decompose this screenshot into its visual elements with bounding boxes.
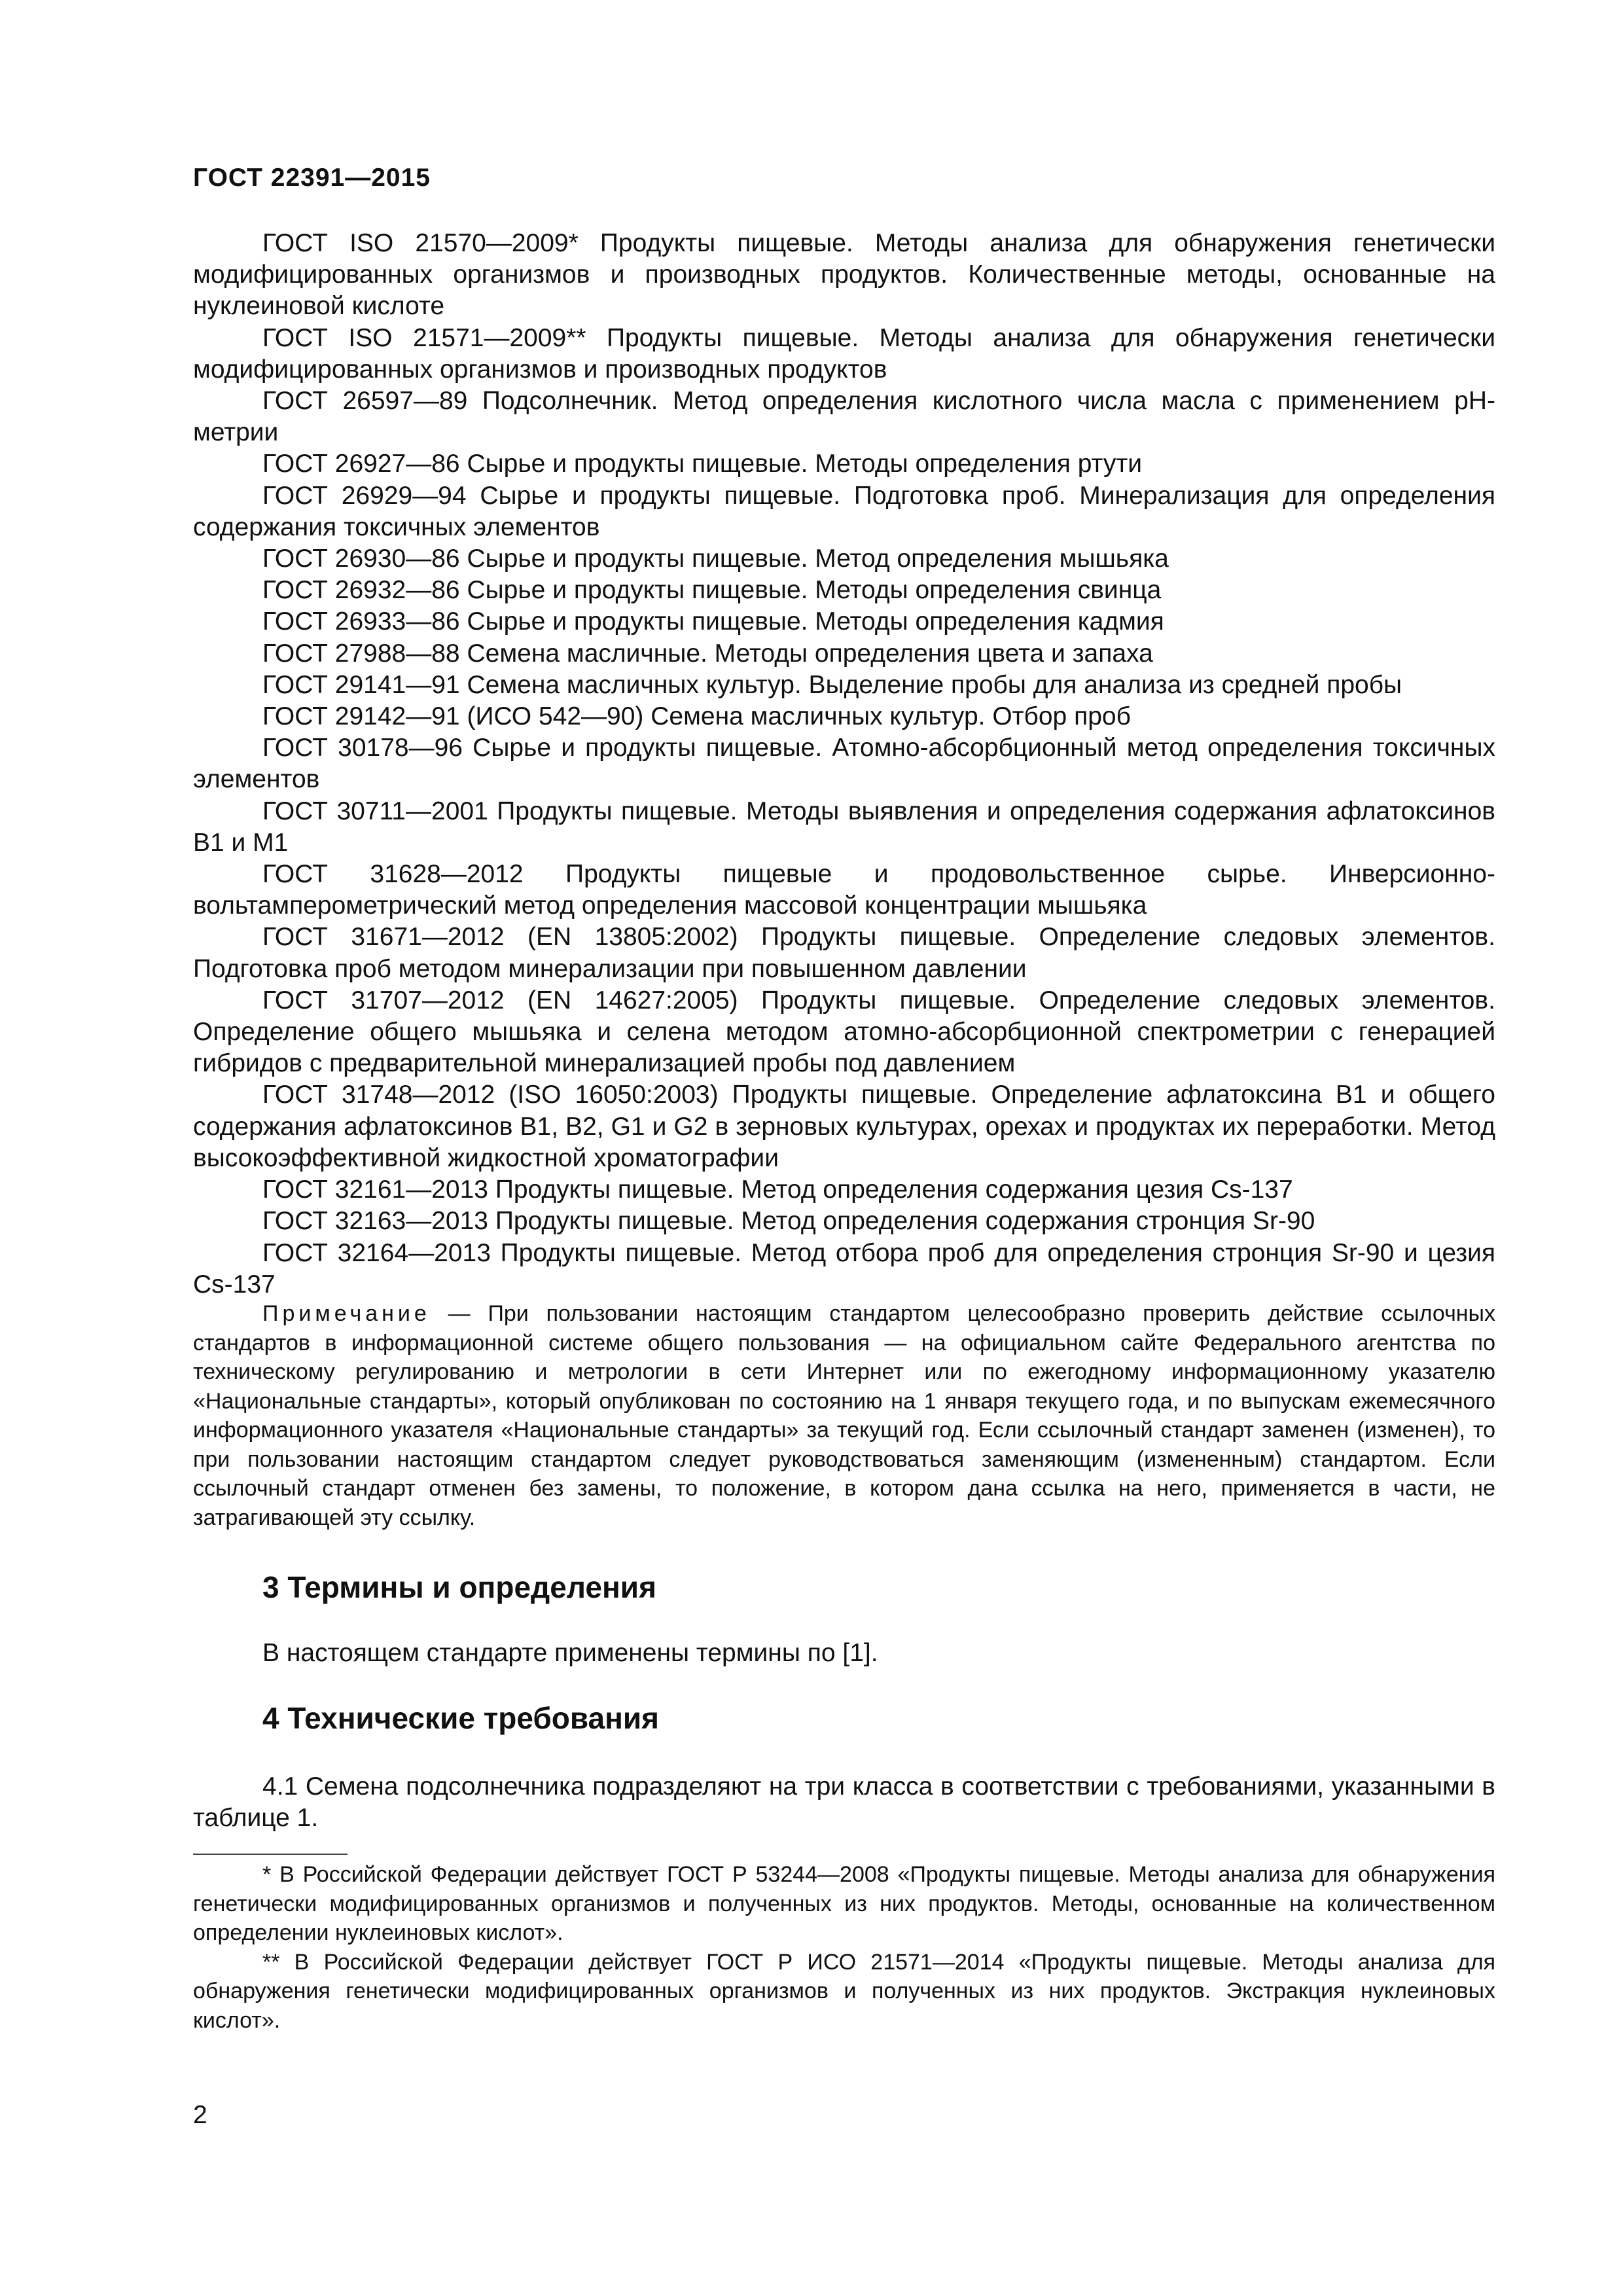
reference-title: Продукты пищевые. Методы анализа для обнаружения генетически модифицированных организмов и производных продуктов <box>193 323 1495 384</box>
reference-item <box>193 480 1495 543</box>
reference-designation: ГОСТ 31707—2012 (EN 14627:2005) <box>262 986 738 1014</box>
reference-designation: ГОСТ 26932—86 <box>262 576 460 605</box>
section-4-body <box>193 1771 1495 1834</box>
reference-item <box>193 670 1495 701</box>
reference-item <box>193 448 1495 480</box>
reference-item <box>193 732 1495 795</box>
reference-designation: ГОСТ 30711—2001 <box>262 797 488 825</box>
reference-title: Продукты пищевые. Метод определения содержания цезия Cs-137 <box>495 1175 1293 1204</box>
reference-title: Продукты пищевые. Определение следовых элементов. Подготовка проб методом минерализации при повышенном давлении <box>193 923 1495 983</box>
footnotes <box>193 1860 1495 2035</box>
page-number: 2 <box>193 2101 207 2129</box>
reference-title: Сырье и продукты пищевые. Подготовка проб. Минерализация для определения содержания токсичных элементов <box>193 481 1495 541</box>
reference-item <box>193 575 1495 606</box>
reference-designation: ГОСТ 26597—89 <box>262 387 468 416</box>
reference-item <box>193 1238 1495 1300</box>
document-header: ГОСТ 22391—2015 <box>193 164 431 192</box>
reference-item <box>193 638 1495 670</box>
reference-designation: ГОСТ 27988—88 <box>262 639 460 668</box>
reference-title: Семена масличные. Методы определения цвета и запаха <box>467 639 1153 668</box>
reference-designation: ГОСТ 32164—2013 <box>262 1238 491 1267</box>
reference-designation: ГОСТ 32163—2013 <box>262 1207 489 1236</box>
reference-item <box>193 859 1495 922</box>
normative-references-list <box>193 228 1495 1300</box>
reference-title: Продукты пищевые. Метод определения содержания стронция Sr-90 <box>495 1207 1315 1236</box>
reference-designation: ГОСТ ISO 21571—2009** <box>262 323 586 352</box>
reference-designation: ГОСТ 29141—91 <box>262 670 460 699</box>
footnote: * В Российской Федерации действует ГОСТ Р 53244—2008 «Продукты пищевые. Методы анализа для обнаружения генетически модифицированных организмов и полученных из них продуктов. Методы, основанные на количественном определении нуклеиновых кислот». <box>193 1862 1495 1945</box>
note-text: При пользовании настоящим стандартом целесообразно проверить действие ссылочных стандартов в информационной системе общего пользования — на официальном сайте Федерального агентства по техническому регулированию и метрологии в сети Интернет или по ежегодному информационному указателю «Национальные стандарты», который опубликован по состоянию на 1 января текущего года, и по выпускам ежемесячного информационного указателя «Национальные стандарты» за текущий год. Если ссылочный стандарт заменен (изменен), то при пользовании настоящим стандартом следует руководствоваться заменяющим (измененным) стандартом. Если ссылочный стандарт отменен без замены, то положение, в котором дана ссылка на него, применяется в части, не затрагивающей эту ссылку. <box>193 1301 1495 1530</box>
reference-item <box>193 1206 1495 1237</box>
reference-designation: ГОСТ 26927—86 <box>262 450 460 478</box>
section-3-body <box>193 1638 1495 1669</box>
reference-title: Семена масличных культур. Отбор проб <box>651 702 1131 731</box>
reference-title: Продукты пищевые. Определение следовых элементов. Определение общего мышьяка и селена методом атомно-абсорбционной спектрометрии с генерацией гибридов с предварительной минерализацией пробы под давлением <box>193 986 1495 1078</box>
reference-item <box>193 985 1495 1080</box>
section-4-heading: 4 Технические требования <box>262 1701 659 1735</box>
reference-item <box>193 386 1495 448</box>
reference-item <box>193 1174 1495 1206</box>
reference-item <box>193 796 1495 859</box>
reference-designation: ГОСТ ISO 21570—2009* <box>262 229 579 257</box>
reference-item <box>193 701 1495 732</box>
reference-title: Сырье и продукты пищевые. Методы определения кадмия <box>467 607 1164 636</box>
reference-designation: ГОСТ 29142—91 (ИСО 542—90) <box>262 702 644 731</box>
section-3-heading: 3 Термины и определения <box>262 1570 656 1604</box>
reference-item <box>193 1079 1495 1174</box>
reference-title: Продукты пищевые и продовольственное сырье. Инверсионно-вольтамперометрический метод определения массовой концентрации мышьяка <box>193 860 1495 920</box>
reference-title: Сырье и продукты пищевые. Методы определения ртути <box>467 450 1142 478</box>
reference-title: Семена масличных культур. Выделение пробы для анализа из средней пробы <box>467 670 1402 699</box>
reference-title: Продукты пищевые. Метод отбора проб для определения стронция Sr-90 и цезия Cs-137 <box>193 1238 1495 1299</box>
reference-item <box>193 922 1495 984</box>
reference-title: Сырье и продукты пищевые. Атомно-абсорбционный метод определения токсичных элементов <box>193 734 1496 794</box>
reference-title: Продукты пищевые. Методы выявления и определения содержания афлатоксинов В1 и М1 <box>193 797 1496 857</box>
reference-designation: ГОСТ 26933—86 <box>262 607 460 636</box>
reference-designation: ГОСТ 32161—2013 <box>262 1175 489 1204</box>
reference-designation: ГОСТ 30178—96 <box>262 734 463 762</box>
section-3-text: В настоящем стандарте применены термины по [1]. <box>262 1639 878 1667</box>
footnote-separator <box>193 1854 348 1855</box>
reference-designation: ГОСТ 26930—86 <box>262 545 460 573</box>
reference-title: Сырье и продукты пищевые. Методы определения свинца <box>467 576 1162 605</box>
reference-item <box>193 606 1495 637</box>
reference-title: Сырье и продукты пищевые. Метод определения мышьяка <box>467 545 1169 573</box>
reference-item <box>193 323 1495 386</box>
reference-title: Подсолнечник. Метод определения кислотного числа масла с применением рН-метрии <box>193 387 1495 447</box>
reference-item <box>193 543 1495 575</box>
reference-designation: ГОСТ 26929—94 <box>262 481 467 510</box>
reference-title: Продукты пищевые. Методы анализа для обнаружения генетически модифицированных организмов и производных продуктов. Количественные методы, основанные на нуклеиновой кислоте <box>193 229 1495 321</box>
reference-item <box>193 228 1495 323</box>
section-4-text: 4.1 Семена подсолнечника подразделяют на три класса в соответствии с требованиями, указанными в таблице 1. <box>193 1772 1495 1833</box>
reference-designation: ГОСТ 31748—2012 (ISO 16050:2003) <box>262 1081 719 1109</box>
reference-title: Продукты пищевые. Определение афлатоксина В1 и общего содержания афлатоксинов В1, В2, G1 и G2 в зерновых культурах, орехах и продуктах их переработки. Метод высокоэффективной жидкостной хроматографии <box>193 1081 1495 1172</box>
note-label: Примечание <box>262 1301 431 1326</box>
reference-designation: ГОСТ 31671—2012 (EN 13805:2002) <box>262 923 738 952</box>
reference-designation: ГОСТ 31628—2012 <box>262 860 524 889</box>
note-block <box>193 1299 1495 1532</box>
footnote: ** В Российской Федерации действует ГОСТ Р ИСО 21571—2014 «Продукты пищевые. Методы анализа для обнаружения генетически модифицированных организмов и полученных из них продуктов. Экстракция нуклеиновых кислот». <box>193 1949 1495 2033</box>
note-paragraph: Примечание — При пользовании настоящим стандартом целесообразно проверить действие ссылочных стандартов в информационной системе общего пользования — на официальном сайте Федерального агентства по техническому регулированию и метрологии в сети Интернет или по ежегодному информационному указателю «Национальные стандарты», который опубликован по состоянию на 1 января текущего года, и по выпускам ежемесячного информационного указателя «Национальные стандарты» за текущий год. Если ссылочный стандарт заменен (изменен), то при пользовании настоящим стандартом следует руководствоваться заменяющим (измененным) стандартом. Если ссылочный стандарт отменен без замены, то положение, в котором дана ссылка на него, применяется в части, не затрагивающей эту ссылку. <box>193 1301 1495 1530</box>
